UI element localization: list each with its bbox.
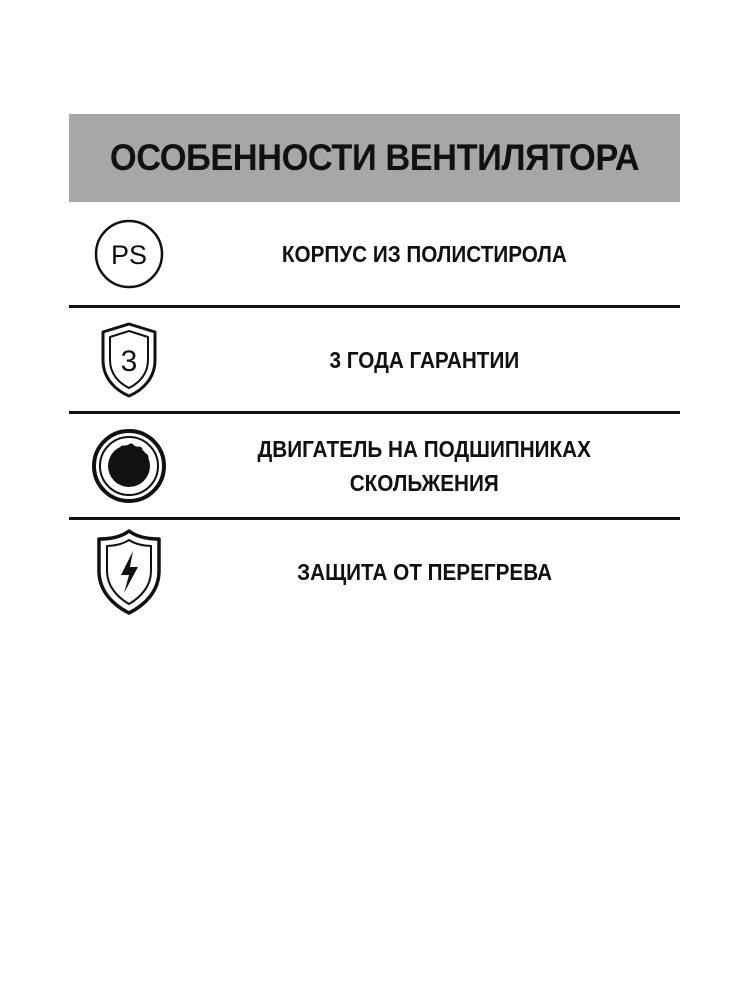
bearing-motor-icon xyxy=(69,426,189,506)
feature-row xyxy=(69,414,680,520)
feature-label: ЗАЩИТА ОТ ПЕРЕГРЕВА xyxy=(297,558,552,585)
ps-circle-icon xyxy=(69,217,189,291)
shield-number-icon xyxy=(69,318,189,402)
page-title: ОСОБЕННОСТИ ВЕНТИЛЯТОРА xyxy=(109,137,640,178)
shield-lightning-icon xyxy=(69,527,189,617)
feature-row xyxy=(69,202,680,308)
feature-label: ДВИГАТЕЛЬ НА ПОДШИПНИКАХ СКОЛЬЖЕНИЯ xyxy=(257,435,592,496)
header-banner xyxy=(69,114,680,202)
feature-label: 3 ГОДА ГАРАНТИИ xyxy=(329,346,520,373)
ps-icon-text: PS xyxy=(110,239,148,270)
feature-row xyxy=(69,308,680,414)
feature-row xyxy=(69,520,680,623)
shield-icon-text: 3 xyxy=(120,344,138,378)
feature-label: КОРПУС ИЗ ПОЛИСТИРОЛА xyxy=(281,240,568,267)
feature-list xyxy=(69,202,680,623)
